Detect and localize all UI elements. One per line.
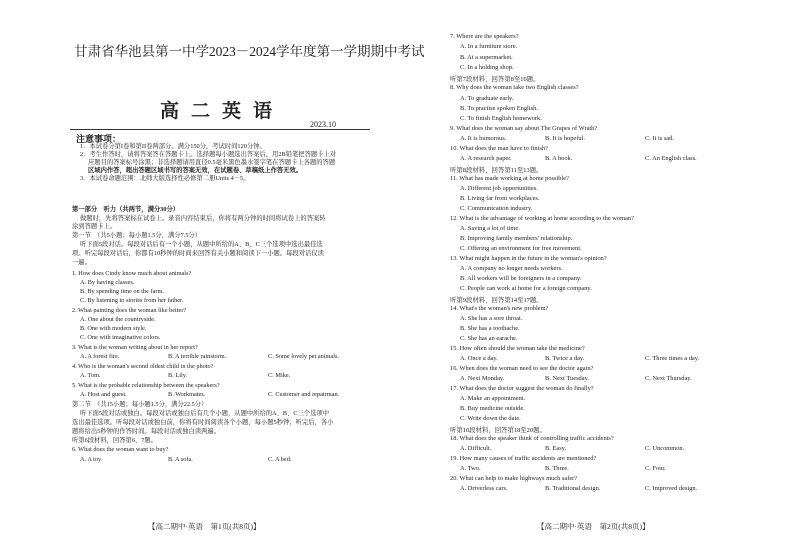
section-two-heading: 第二节 （共15小题；每小题1.5分，满分22.5分）	[72, 401, 208, 408]
option: B. A sofa.	[168, 456, 193, 463]
question-text: 18. What does the speaker think of controlling traffic accidents?	[450, 435, 614, 442]
exam-title: 甘肃省华池县第一中学2023－2024学年度第一学期期中考试	[74, 44, 425, 59]
notice-line: 2．考生作答时，请将答案答在答题卡上。选择题每小题选出答案后，用2B铅笔把答题卡上对	[80, 151, 337, 158]
instruction-line: 题将给出5秒钟的作答时间。每段对话或独白读两遍。	[72, 428, 220, 435]
instruction-line: 涂到答题卡上。	[72, 223, 117, 230]
material-line: 听第10段材料，回答第18至20题。	[450, 427, 546, 434]
option: A. Saving a lot of time.	[460, 225, 520, 232]
option: C. A bed.	[268, 456, 292, 463]
subject-title: 高二英语	[160, 101, 285, 122]
option: C. Write down the date.	[460, 415, 521, 422]
page-footer: 【高二期中·英语 第2页(共8页)】	[537, 522, 650, 531]
option: C. By listening to stories from her father.	[80, 297, 184, 304]
question-text: 14. What's the woman's new problem?	[450, 305, 549, 312]
question-text: 9. What does the woman say about The Grapes of Wrath?	[450, 125, 598, 132]
question-text: 2. What painting does the woman like better?	[72, 307, 187, 314]
option: B. Three.	[545, 465, 569, 472]
option: A. Make an appointment.	[460, 395, 526, 402]
exam-date: 2023.10	[310, 120, 336, 129]
instruction-line: 听下面5段对话。每段对话后有一个小题，从题中所给的A、B、C三个选项中选出最佳选	[80, 241, 323, 248]
option: B. At a supermarket.	[460, 54, 513, 61]
title-divider	[70, 129, 370, 130]
option: A. A company no longer needs workers.	[460, 265, 563, 272]
option: C. Uncommon.	[645, 445, 685, 452]
option: A. Once a day.	[460, 355, 498, 362]
material-line: 听第7段材料，回答第8至10题。	[450, 76, 540, 83]
question-text: 11. What has made working at home possible?	[450, 175, 569, 182]
option: A. She has a sore throat.	[460, 315, 523, 322]
option: C. One with imaginative colors.	[80, 334, 161, 341]
option: C. Communication industry.	[460, 205, 533, 212]
question-text: 16. When does the woman need to see the doctor again?	[450, 365, 594, 372]
option: A. Two.	[460, 465, 481, 472]
question-text: 10. What does the man have to finish?	[450, 145, 548, 152]
option: B. Lily.	[168, 372, 188, 379]
question-text: 17. What does the doctor suggest the woman do finally?	[450, 385, 594, 392]
option: A. Tom.	[80, 372, 101, 379]
option: B. Improving family members' relationship.	[460, 235, 573, 242]
option: B. By spending time on the farm.	[80, 288, 164, 295]
option: C. Mike.	[268, 372, 291, 379]
option: B. A terrible rainstorm.	[168, 353, 227, 360]
question-text: 13. What might happen in the future in the woman's opinion?	[450, 255, 607, 262]
question-text: 4. Who is the woman's second oldest child in the photo?	[72, 363, 214, 370]
option: B. Living far from workplaces.	[460, 195, 540, 202]
option: A. By having classes.	[80, 279, 135, 286]
option: A. A toy.	[80, 456, 103, 463]
instruction-line: 听下面5段对话或独白。每段对话或独白后有几个小题，从题中所给的A、B、C三个选项中	[80, 410, 330, 417]
option: B. Twice a day.	[545, 355, 585, 362]
option: C. Improved design.	[645, 485, 698, 492]
option: B. Buy medicine outside.	[460, 405, 525, 412]
option: B. All workers will be foreigners in a company.	[460, 275, 582, 282]
notice-line: 1．本试卷分第I卷和第II卷两部分。满分150分，考试时间120分钟。	[80, 143, 266, 150]
question-text: 6. What does the woman want to buy?	[72, 446, 169, 453]
section-one-heading: 第一节 （共5小题；每小题1.5分，满分7.5分）	[72, 232, 202, 239]
option: A. To graduate early.	[460, 95, 514, 102]
option: A. A research paper.	[460, 155, 512, 162]
question-text: 20. What can help to make highways much safer?	[450, 475, 578, 482]
option: C. In a holding shop.	[460, 64, 514, 71]
option: A. Host and guest.	[80, 391, 127, 398]
notice-line: 应题目的答案标号涂黑；非选择题请用直径0.5毫米黑色墨水签字笔在答题卡上各题的答题	[88, 159, 336, 166]
question-text: 1. How does Cindy know much about animals?	[72, 270, 192, 277]
option: A. In a furniture store.	[460, 43, 518, 50]
notice-line: 3．本试卷命题范围：北师大版选择性必修第二册Units 4－5。	[80, 175, 250, 182]
option: C. Three times a day.	[645, 355, 700, 362]
right-page	[397, 0, 794, 551]
option: B. To practise spoken English.	[460, 105, 538, 112]
option: B. It is hopeful.	[545, 135, 585, 142]
option: C. People can work at home for a foreign company.	[460, 285, 592, 292]
option: C. Next Thursday.	[645, 375, 692, 382]
option: B. Easy.	[545, 445, 567, 452]
option: C. Some lovely pet animals.	[268, 353, 340, 360]
material-line: 听第8段材料，回答第11至13题。	[450, 167, 543, 174]
material-line: 听第9段材料，回答第14至17题。	[450, 297, 543, 304]
notice-line: 区域内作答，超出答题区域书写的答案无效，在试题卷、草稿纸上作答无效。	[88, 167, 303, 174]
option: B. One with modern style.	[80, 325, 147, 332]
option: A. A forest fire.	[80, 353, 120, 360]
question-text: 15. How often should the woman take the medicine?	[450, 345, 585, 352]
option: B. Workmates.	[168, 391, 206, 398]
question-text: 19. How many causes of traffic accidents are mentioned?	[450, 455, 597, 462]
question-text: 8. Why does the woman take two English classes?	[450, 84, 579, 91]
option: C. Offering an environment for free movement.	[460, 245, 582, 252]
option: A. Next Monday.	[460, 375, 505, 382]
option: C. Four.	[645, 465, 666, 472]
instruction-line: 项。听完每段对话后，你都有10秒钟的时间来回答有关小题和阅读下一小题。每段对话仅读	[72, 250, 324, 257]
page-footer: 【高二期中·英语 第1页(共8页)】	[148, 522, 261, 531]
option: C. To finish English homework.	[460, 115, 542, 122]
material-line: 听第6段材料，回答第6、7题。	[72, 437, 158, 444]
option: B. She has a toothache.	[460, 325, 520, 332]
question-text: 5. What is the probable relationship between the speakers?	[72, 382, 220, 389]
instruction-line: 选出最佳选项。听每段对话或独白前，你将有时间阅读各个小题，每小题5秒钟；听完后，各小	[72, 419, 334, 426]
question-text: 12. What is the advantage of working at home according to the woman?	[450, 215, 634, 222]
option: C. Customer and repairman.	[268, 391, 340, 398]
option: C. An English class.	[645, 155, 697, 162]
option: B. Next Tuesday.	[545, 375, 589, 382]
option: B. A book.	[545, 155, 573, 162]
option: A. Driverless cars.	[460, 485, 508, 492]
question-text: 7. Where are the speakers?	[450, 33, 519, 40]
option: C. She has an earache.	[460, 335, 518, 342]
option: C. It is sad.	[645, 135, 674, 142]
instruction-line: 做题时，先将答案标在试卷上。录音内容结束后，你将有两分钟的时间将试卷上的答案转	[80, 215, 326, 222]
notice-heading: 注意事项：	[76, 134, 122, 144]
option: B. Traditional design.	[545, 485, 601, 492]
question-text: 3. What is the woman writing about in her report?	[72, 344, 198, 351]
option: A. One about the countryside.	[80, 316, 156, 323]
option: A. It is humorous.	[460, 135, 507, 142]
instruction-line: 一遍。	[72, 259, 91, 266]
option: A. Different job opportunities.	[460, 185, 538, 192]
option: A. Difficult.	[460, 445, 492, 452]
part-one-heading: 第一部分 听力（共两节，满分30分）	[72, 206, 180, 213]
